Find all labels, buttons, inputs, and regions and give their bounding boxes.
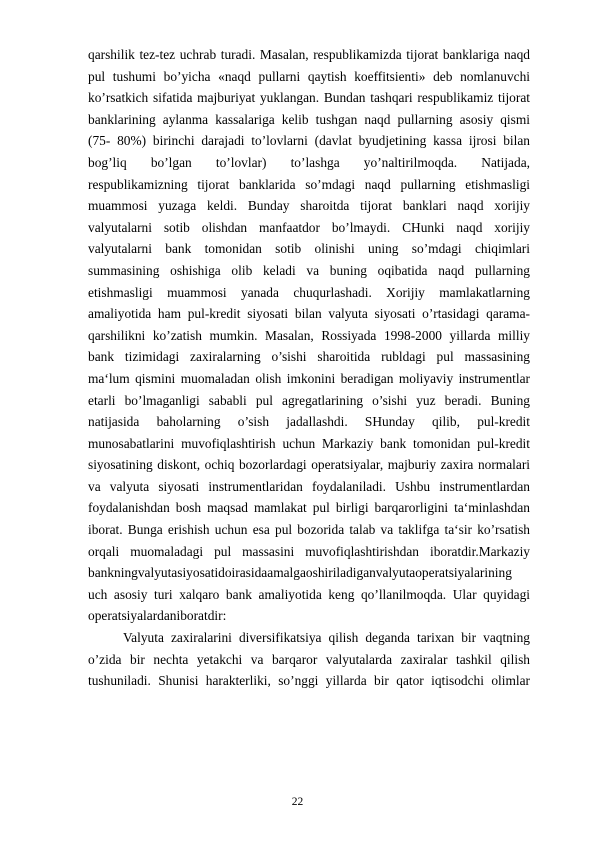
paragraph-1-line: ko’rsatkich sifatida majburiyat yuklangan. Bundan tashqari respublikamiz tijorat [88,90,530,106]
paragraph-1-line: orqali muomaladagi pul massasini muvofiqlashtirishdan iboratdir.Markaziy [88,543,530,559]
paragraph-1-line: siyosatining diskont, ochiq bozorlardagi operatsiyalar, majburiy zaxira normalari [88,457,530,473]
paragraph-1-line: valyutalarni bank tomonidan sotib olinishi uning so’mdagi chiqimlari [88,241,530,257]
paragraph-1-line: operatsiyalardaniboratdir: [88,608,227,624]
paragraph-1-line: etarli bo’lmaganligi sababli pul agregatlarining o’sishi yuz beradi. Buning [88,392,530,408]
paragraph-1-line: summasining oshishiga olib keladi va buning oqibatida naqd pullarning [88,262,530,278]
paragraph-1-line: va valyuta siyosati instrumentlaridan foydalaniladi. Ushbu instrumentlardan [88,478,530,494]
paragraph-1-line: qarshilik tez-tez uchrab turadi. Masalan, respublikamizda tijorat banklariga naqd [88,47,530,62]
paragraph-1-line: banklarining aylanma kassalariga kelib tushgan naqd pullarning asosiy qismi [88,111,530,127]
paragraph-1-line: bankningvalyutasiyosatidoirasidaamalgaoshiriladiganvalyutaoperatsiyalarining [88,565,512,581]
paragraph-2-line: Valyuta zaxiralarini diversifikatsiya qilish deganda tarixan bir vaqtning [123,630,530,646]
paragraph-1-line: respublikamizning tijorat banklarida so’mdagi naqd pullarning etishmasligi [88,176,530,192]
paragraph-1-line: ma‘lum qismini muomaladan olish imkonini beradigan moliyaviy instrumentlar [88,370,530,386]
paragraph-1-line: foydalanishdan bosh maqsad mamlakat pul birligi barqarorligini ta‘minlashdan [88,500,530,516]
paragraph-1-line: bog’liq bo’lgan to’lovlar) to’lashga yo’naltirilmoqda. Natijada, [88,154,530,170]
paragraph-2-line: tushuniladi. Shunisi harakterliki, so’nggi yillarda bir qator iqtisodchi olimlar [88,673,530,689]
paragraph-1-line: iborat. Bunga erishish uchun esa pul bozorida talab va taklifga ta‘sir ko’rsatish [88,522,530,538]
paragraph-1-line: uch asosiy turi xalqaro bank amaliyotida keng qo’llanilmoqda. Ular quyidagi [88,586,530,602]
paragraph-1-line: muammosi yuzaga keldi. Bunday sharoitda tijorat banklari naqd xorijiy [88,198,530,214]
paragraph-1-line: (75- 80%) birinchi darajadi to’lovlarni (davlat byudjetining kassa ijrosi bilan [88,133,530,149]
paragraph-1-line: valyutalarni sotib olishdan manfaatdor bo’lmaydi. CHunki naqd xorijiy [88,219,530,235]
paragraph-1-line: natijasida baholarning o’sish jadallashdi. SHunday qilib, pul-kredit [88,414,530,430]
paragraph-1-line: qarshilikni ko’zatish mumkin. Masalan, Rossiyada 1998-2000 yillarda milliy [88,327,530,343]
paragraph-1-line: bank tizimidagi zaxiralarning o’sishi sharoitida rubldagi pul massasining [88,349,530,365]
body-text [88,44,530,692]
paragraph-1-line: pul tushumi bo’yicha «naqd pullarni qaytish koeffitsienti» deb nomlanuvchi [88,68,530,84]
paragraph-1-line: amaliyotida ham pul-kredit siyosati bilan valyuta siyosati o’rtasidagi qarama- [88,306,530,322]
paragraph-1-line: munosabatlarini muvofiqlashtirish uchun Markaziy bank tomonidan pul-kredit [88,435,530,451]
paragraph-2-line: o’zida bir nechta yetakchi va barqaror valyutalarda zaxiralar tashkil qilish [88,651,530,667]
paragraph-1-line: etishmasligi muammosi yanada chuqurlashadi. Xorijiy mamlakatlarning [88,284,530,300]
page-number: 22 [291,796,304,808]
